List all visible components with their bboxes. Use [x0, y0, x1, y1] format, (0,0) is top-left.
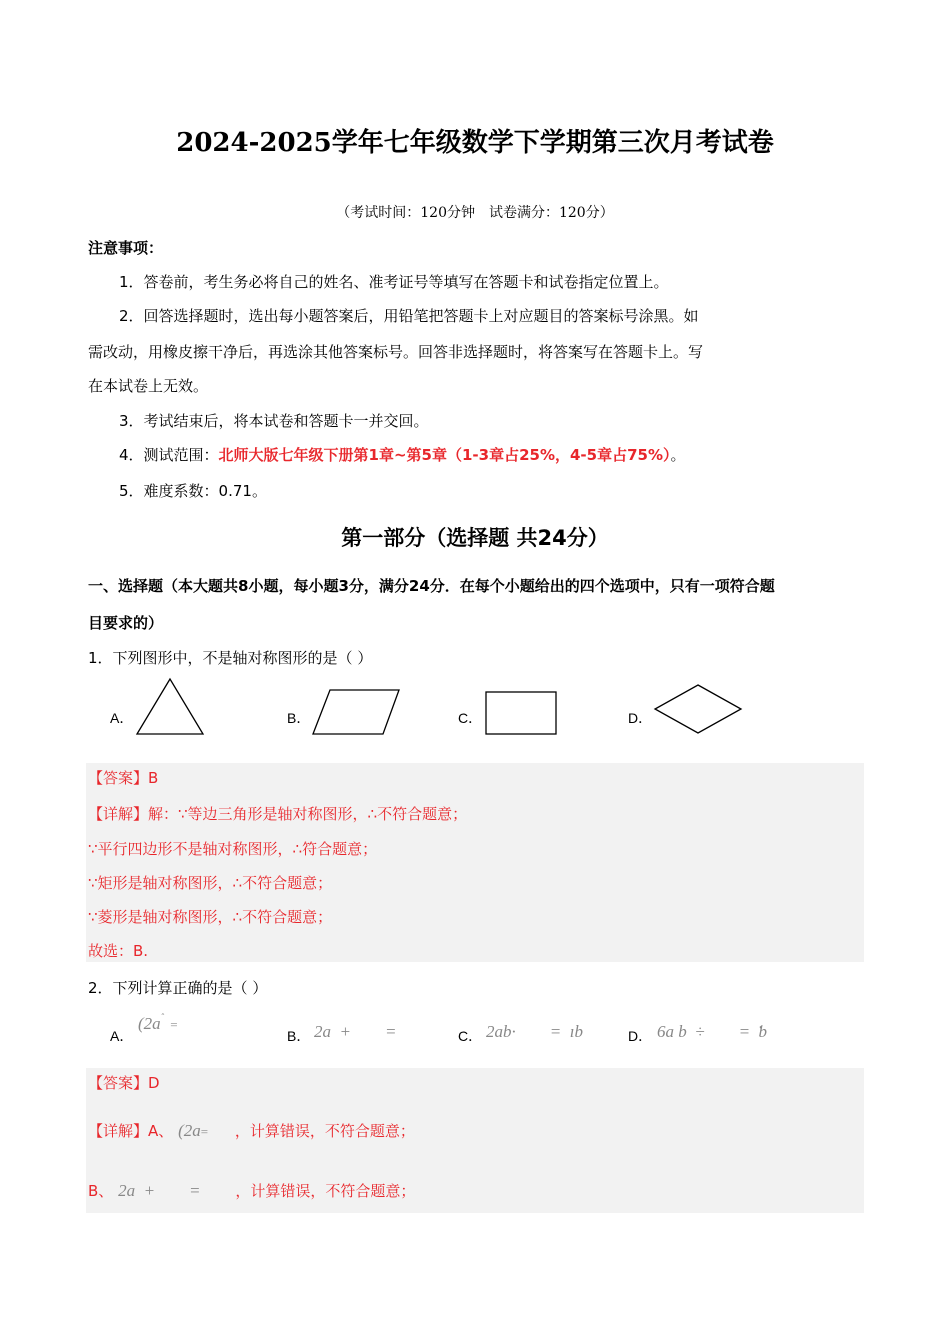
- q2-answer-box: [86, 1068, 864, 1213]
- q2-option-c-label: C．: [458, 1028, 483, 1044]
- test-range: 北师大版七年级下册第1章~第5章（1-3章占25%，4-5章占75%）: [218, 446, 671, 464]
- q1-detail-1: [88, 803, 467, 824]
- q2-answer: 【答案】D: [88, 1074, 160, 1092]
- section-1-line-2: 目要求的）: [88, 614, 164, 632]
- q2-detail-a: 【详解】A、 (2a= ，计算错误，不符合题意；: [88, 1121, 415, 1140]
- page-title: 2024-2025学年七年级数学下学期第三次月考试卷: [176, 128, 774, 158]
- notice-item-4-suffix: 。: [670, 446, 686, 464]
- q1-option-c-label: C．: [458, 710, 483, 726]
- q1-detail-3: ∵矩形是轴对称图形，∴不符合题意；: [88, 874, 333, 892]
- q2-option-d-label: D．: [628, 1028, 653, 1044]
- notice-item-5: 5．难度系数：0.71。: [119, 482, 267, 500]
- exam-info: （考试时间：120分钟 试卷满分：120分）: [336, 205, 614, 221]
- q2-detail-b: B、 2a + = ，计算错误，不符合题意；: [88, 1181, 416, 1200]
- part-1-title: 第一部分（选择题 共24分）: [341, 526, 609, 550]
- notice-item-4-prefix: 4．测试范围：: [119, 446, 219, 464]
- notice-item-2-line-1: 2．回答选择题时，选出每小题答案后，用铅笔把答题卡上对应题目的答案标号涂黑。如: [119, 307, 699, 325]
- q1-detail-label: 【详解】: [88, 805, 149, 823]
- q1-detail-1-text: 解：∵等边三角形是轴对称图形，∴不符合题意；: [148, 805, 468, 823]
- rhombus-figure: [655, 685, 741, 733]
- q2-option-c-math: 2ab· = ıb: [486, 1022, 583, 1041]
- q1-detail-5: 故选：B.: [88, 942, 149, 960]
- triangle-figure: [137, 679, 203, 734]
- q1-answer: 【答案】B: [88, 769, 159, 787]
- rectangle-figure: [486, 692, 556, 734]
- notice-item-1: 1．答卷前，考生务必将自己的姓名、准考证号等填写在答题卡和试卷指定位置上。: [119, 273, 669, 291]
- q2-option-b-label: B．: [287, 1028, 311, 1044]
- section-1-line-1: 一、选择题（本大题共8小题，每小题3分，满分24分．在每个小题给出的四个选项中，只有一项符合题: [88, 577, 775, 595]
- q1-answer-box: [86, 763, 864, 962]
- q1-stem: 1．下列图形中，不是轴对称图形的是（ ）: [88, 649, 373, 667]
- q2-detail-label: 【详解】: [88, 1122, 149, 1140]
- q1-option-a-label: A．: [110, 710, 134, 726]
- q1-detail-4: ∵菱形是轴对称图形，∴不符合题意；: [88, 908, 333, 926]
- q2-option-d-math: 6a b ÷ = ƅ: [657, 1022, 768, 1041]
- q2-stem: 2．下列计算正确的是（ ）: [88, 979, 268, 997]
- q2-option-a-math: ($2a^ˆ$ =: [138, 1014, 178, 1033]
- q1-option-b-label: B．: [287, 710, 311, 726]
- parallelogram-figure: [313, 690, 399, 734]
- notice-item-2-line-2: 需改动，用橡皮擦干净后，再选涂其他答案标号。回答非选择题时，将答案写在答题卡上。写: [88, 343, 704, 361]
- notice-heading: 注意事项：: [88, 239, 164, 257]
- notice-item-2-line-3: 在本试卷上无效。: [88, 377, 209, 395]
- q1-option-d-label: D．: [628, 710, 653, 726]
- notice-item-3: 3．考试结束后，将本试卷和答题卡一并交回。: [119, 412, 429, 430]
- q2-option-a-label: A．: [110, 1028, 134, 1044]
- q1-detail-2: ∵平行四边形不是轴对称图形，∴符合题意；: [88, 840, 378, 858]
- q2-option-b-math: 2a + =: [314, 1022, 397, 1041]
